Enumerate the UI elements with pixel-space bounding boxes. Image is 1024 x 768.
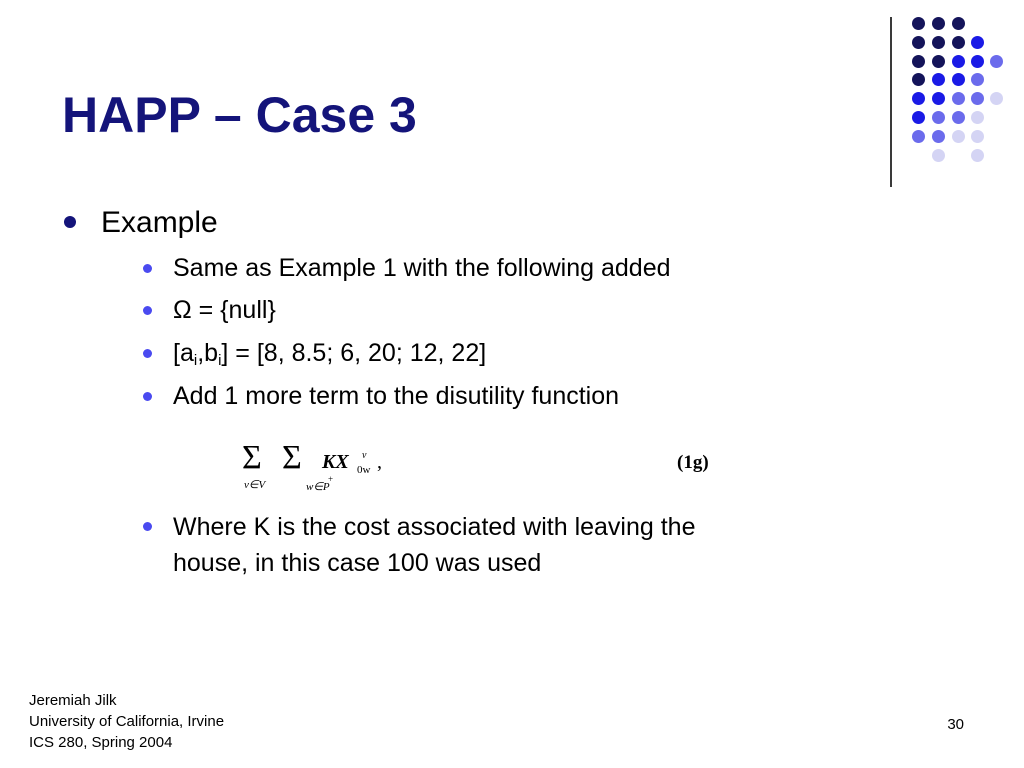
sub-bullet-text: Add 1 more term to the disutility function bbox=[173, 382, 620, 410]
decorative-dot bbox=[912, 111, 925, 124]
decorative-dot bbox=[932, 130, 945, 143]
sub-bullet-add-term bbox=[173, 379, 619, 414]
sum-symbol-2: Σ bbox=[282, 439, 302, 476]
term-comma: , bbox=[377, 451, 382, 473]
decorative-dot bbox=[990, 55, 1003, 68]
decorative-dot bbox=[912, 130, 925, 143]
footer-institution: University of California, Irvine bbox=[29, 713, 225, 730]
bullet-example bbox=[101, 208, 218, 238]
decorative-dot bbox=[952, 92, 965, 105]
sub-bullet-dot bbox=[143, 306, 152, 315]
decorative-dot bbox=[932, 17, 945, 30]
decorative-dot bbox=[932, 111, 945, 124]
decorative-dot bbox=[971, 111, 984, 124]
sub-bullet-text-suffix: ] = [8, 8.5; 6, 20; 12, 22] bbox=[221, 339, 487, 367]
sub-bullet-where-k bbox=[173, 509, 696, 581]
term-kx: KX bbox=[322, 451, 349, 473]
decorative-dot bbox=[971, 92, 984, 105]
sub-bullet-omega bbox=[173, 293, 276, 328]
term-subscript: 0w bbox=[357, 464, 371, 476]
decorative-dot bbox=[971, 149, 984, 162]
decorative-dot bbox=[952, 73, 965, 86]
sub-bullet-intervals bbox=[173, 336, 486, 371]
disutility-formula bbox=[236, 436, 736, 496]
slide-footer bbox=[29, 690, 224, 753]
decorative-dot bbox=[932, 92, 945, 105]
decorative-dot bbox=[952, 36, 965, 49]
sub-bullet-dot bbox=[143, 349, 152, 358]
decorative-dot bbox=[912, 73, 925, 86]
decorative-dot bbox=[952, 55, 965, 68]
decorative-dot bbox=[912, 92, 925, 105]
sub-bullet-line-1: Where K is the cost associated with leaving the bbox=[173, 513, 696, 541]
term-superscript: v bbox=[362, 450, 367, 461]
decorative-dot bbox=[912, 17, 925, 30]
subscript-i: i bbox=[193, 352, 198, 369]
sum-index-2-sup: + bbox=[328, 474, 334, 484]
decorative-dot bbox=[990, 92, 1003, 105]
page-number: 30 bbox=[947, 716, 964, 733]
bullet-example-text: Example bbox=[101, 206, 218, 239]
subscript-i: i bbox=[218, 352, 222, 369]
decorative-vertical-rule bbox=[890, 17, 892, 187]
bullet-dot bbox=[64, 216, 76, 228]
decorative-dot bbox=[971, 36, 984, 49]
decorative-dot bbox=[932, 55, 945, 68]
sub-bullet-same-as-example bbox=[173, 251, 671, 286]
sub-bullet-text: Same as Example 1 with the following added bbox=[173, 254, 671, 282]
decorative-dot bbox=[971, 55, 984, 68]
decorative-dot bbox=[932, 149, 945, 162]
sub-bullet-dot bbox=[143, 522, 152, 531]
sub-bullet-text: Ω = {null} bbox=[173, 296, 276, 324]
decorative-dot bbox=[952, 130, 965, 143]
decorative-dot bbox=[912, 36, 925, 49]
decorative-dot bbox=[971, 73, 984, 86]
sum-index-2: w∈P bbox=[306, 481, 330, 493]
sub-bullet-text-mid: ,b bbox=[197, 339, 219, 367]
sum-symbol-1: Σ bbox=[242, 439, 262, 476]
slide-title: HAPP – Case 3 bbox=[62, 87, 417, 143]
footer-course: ICS 280, Spring 2004 bbox=[29, 734, 173, 751]
sub-bullet-dot bbox=[143, 264, 152, 273]
decorative-dot bbox=[932, 36, 945, 49]
sub-bullet-text-prefix: [a bbox=[173, 339, 194, 367]
equation-number: (1g) bbox=[677, 452, 709, 473]
decorative-dot bbox=[952, 111, 965, 124]
decorative-dot bbox=[912, 55, 925, 68]
decorative-dot bbox=[952, 17, 965, 30]
sub-bullet-dot bbox=[143, 392, 152, 401]
footer-author: Jeremiah Jilk bbox=[29, 692, 117, 709]
sum-index-1: v∈V bbox=[244, 479, 266, 491]
decorative-dot bbox=[932, 73, 945, 86]
decorative-dot bbox=[971, 130, 984, 143]
sub-bullet-line-2: house, in this case 100 was used bbox=[173, 549, 542, 577]
